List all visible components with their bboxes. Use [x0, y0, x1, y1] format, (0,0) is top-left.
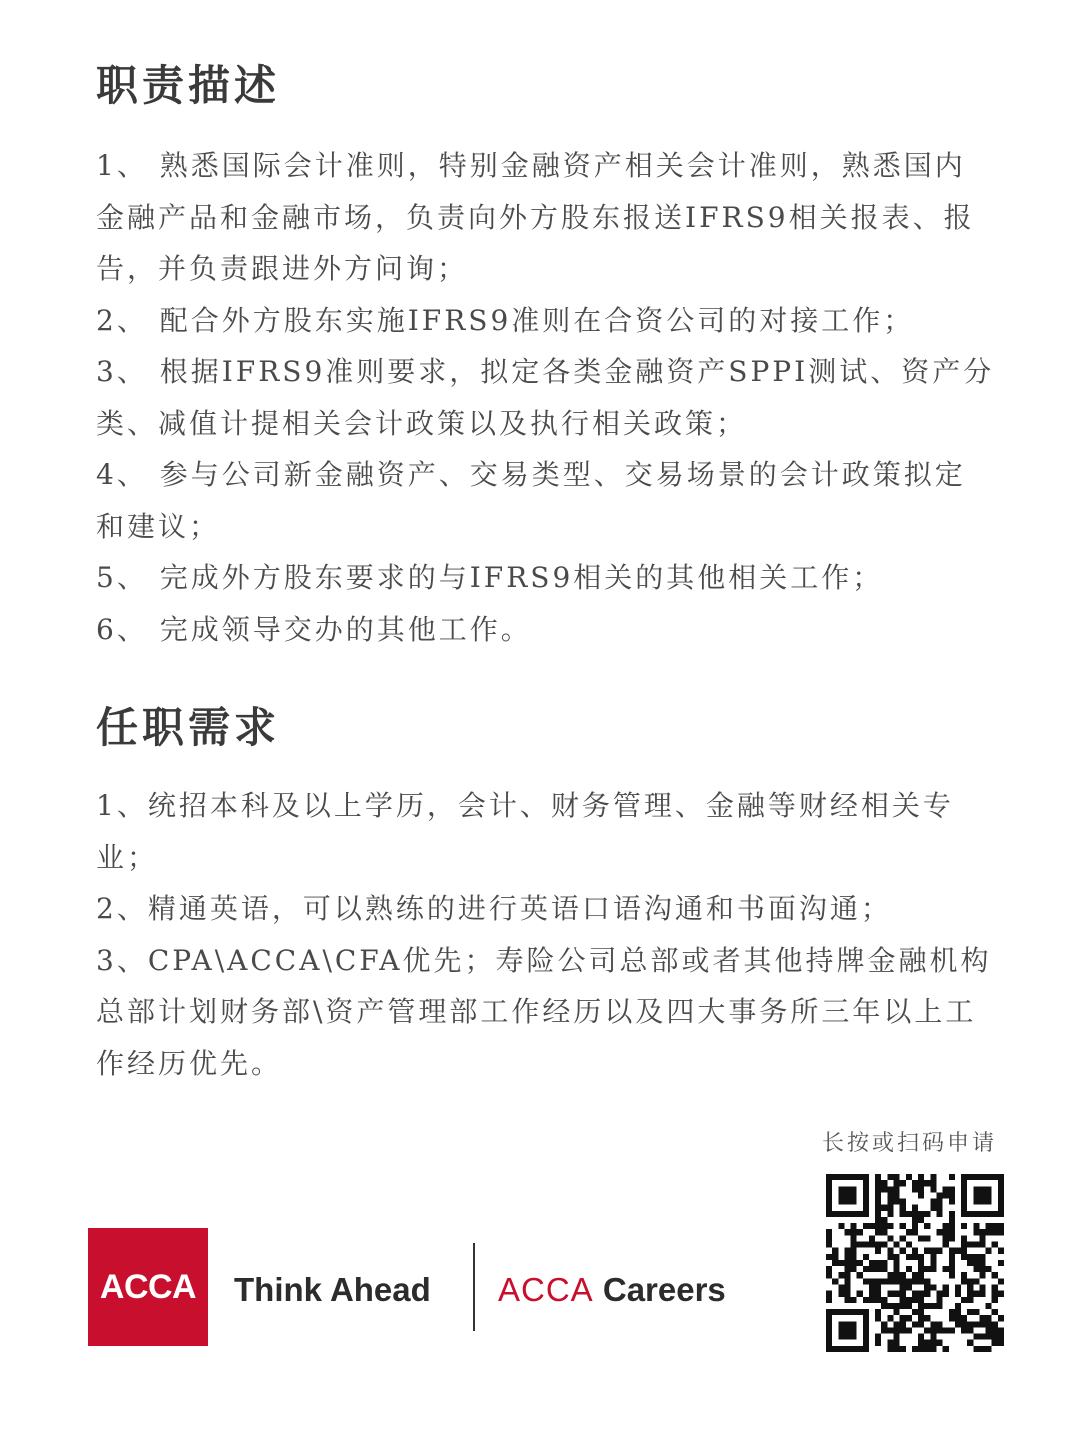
qr-caption: 长按或扫码申请: [822, 1131, 998, 1156]
job-requirements-title: 任职需求: [96, 703, 281, 752]
acca-logo: [88, 1228, 208, 1346]
acca-careers-acca: ACCA: [498, 1271, 594, 1308]
acca-careers-word: Careers: [602, 1271, 726, 1308]
list-item: 6、 完成领导交办的其他工作。: [96, 612, 532, 646]
job-duties-section: [96, 58, 996, 655]
list-item: 2、 配合外方股东实施IFRS9准则在合资公司的对接工作；: [96, 303, 915, 337]
job-requirements-section: [96, 700, 996, 1089]
qr-code-icon[interactable]: [826, 1174, 1004, 1352]
job-duties-list: [96, 140, 996, 655]
job-requirements-list: [96, 780, 996, 1089]
list-item: 3、 根据IFRS9准则要求，拟定各类金融资产SPPI测试、资产分类、减值计提相关会计政策以及执行相关政策；: [96, 355, 995, 440]
list-item: 3、CPA\ACCA\CFA优先；寿险公司总部或者其他持牌金融机构总部计划财务部\资产管理部工作经历以及四大事务所三年以上工作经历优先。: [96, 943, 992, 1080]
job-duties-title: 职责描述: [96, 61, 281, 110]
footer-divider: [473, 1243, 475, 1331]
list-item: 4、 参与公司新金融资产、交易类型、交易场景的会计政策拟定和建议；: [96, 458, 966, 543]
list-item: 2、精通英语，可以熟练的进行英语口语沟通和书面沟通；: [96, 892, 892, 925]
think-ahead-tagline: Think Ahead: [234, 1271, 431, 1308]
list-item: 5、 完成外方股东要求的与IFRS9相关的其他相关工作；: [96, 561, 884, 594]
list-item: 1、统招本科及以上学历，会计、财务管理、金融等财经相关专业；: [96, 789, 954, 874]
acca-logo-text: ACCA: [99, 1267, 197, 1306]
acca-careers-brand: [498, 1268, 726, 1312]
list-item: 1、 熟悉国际会计准则，特别金融资产相关会计准则，熟悉国内金融产品和金融市场，负责向外方股东报送IFRS9相关报表、报告，并负责跟进外方问询；: [96, 149, 975, 285]
